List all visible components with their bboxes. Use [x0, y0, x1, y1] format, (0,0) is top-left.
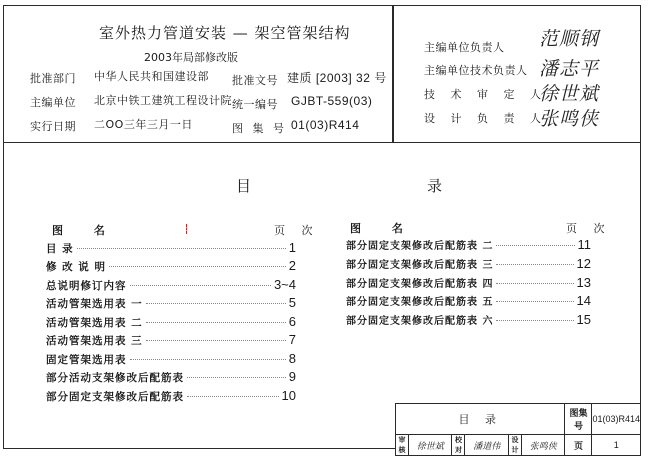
unified-no-value: GJBT-559(03): [291, 94, 373, 108]
toc-item[interactable]: [46, 240, 296, 256]
approval-dept-value: 中华人民共和国建设部: [94, 70, 209, 83]
toc-item-name: 修 改 说 明: [46, 261, 106, 273]
sheet-title: 目 录: [396, 404, 565, 435]
signature: 徐世斌: [539, 83, 600, 105]
effective-date-value: 二OO三年三月一日: [94, 118, 193, 131]
toc-item-page: 8: [288, 351, 296, 366]
toc-item-name: 固定管架选用表: [46, 354, 127, 366]
toc-item-name: 部分固定支架修改后配筋表 五: [346, 297, 494, 308]
toc-item-page: 2: [288, 258, 296, 273]
toc-item-name: 部分固定支架修改后配筋表 三: [346, 260, 494, 271]
toc-item-page: 1: [288, 240, 296, 255]
toc-item[interactable]: [46, 295, 296, 311]
check-signature: 潘道伟: [465, 435, 508, 456]
toc-item-page: 13: [576, 275, 591, 290]
toc-item[interactable]: [46, 332, 296, 348]
signature-role: 技 术 审 定 人: [424, 88, 547, 101]
leader-dots: [187, 377, 286, 378]
signature-role: 主编单位技术负责人: [424, 64, 528, 77]
review-signature: 徐世斌: [409, 435, 452, 456]
signature-role: 设 计 负 责 人: [424, 112, 547, 125]
signature: 潘志平: [539, 58, 600, 80]
leader-dots: [496, 301, 573, 302]
red-mark: [186, 224, 189, 234]
toc-item-name: 部分固定支架修改后配筋表: [46, 391, 184, 403]
check-label: 校对: [452, 435, 465, 456]
toc-item[interactable]: [46, 351, 296, 367]
toc-item[interactable]: [46, 258, 296, 274]
toc-item[interactable]: [346, 312, 591, 327]
toc-item-name: 活动管架选用表 一: [46, 298, 143, 310]
toc-item-name: 部分固定支架修改后配筋表 二: [346, 241, 494, 252]
col-header-name: 图 名: [350, 222, 404, 235]
editor-unit-label: 主编单位: [30, 96, 76, 109]
toc-item-name: 部分固定支架修改后配筋表 四: [346, 279, 494, 290]
toc-item-page: 5: [288, 295, 296, 310]
toc-item-name: 目 录: [46, 243, 74, 255]
toc-heading-right: 录: [427, 177, 443, 195]
toc-item[interactable]: [46, 314, 296, 330]
toc-item-page: 3~4: [273, 277, 296, 292]
leader-dots: [130, 359, 286, 360]
toc-item[interactable]: [346, 275, 591, 290]
header-panel: [3, 5, 393, 143]
editor-unit-value: 北京中铁工建筑工程设计院: [94, 94, 232, 107]
toc-item-page: 11: [577, 237, 591, 252]
toc-item-page: 14: [576, 293, 591, 308]
toc-item[interactable]: [346, 256, 591, 271]
signature-panel: [393, 5, 641, 143]
page-label: 页: [565, 435, 592, 456]
review-label: 审核: [396, 435, 409, 456]
col-header-page: 页 次: [274, 224, 313, 237]
effective-date-label: 实行日期: [30, 120, 76, 133]
toc-item[interactable]: [346, 237, 591, 252]
leader-dots: [146, 303, 286, 304]
toc-item-name: 部分固定支架修改后配筋表 六: [346, 316, 494, 327]
design-signature: 张鸣侠: [521, 435, 565, 456]
approval-no-value: 建质 [2003] 32 号: [287, 71, 387, 85]
approval-no-label: 批准文号: [232, 74, 278, 87]
leader-dots: [187, 396, 279, 397]
document-title: 室外热力管道安装 — 架空管架结构: [99, 24, 351, 42]
toc-item[interactable]: [346, 293, 591, 308]
document-subtitle: 2003年局部修改版: [144, 51, 238, 64]
title-block: [395, 403, 641, 456]
leader-dots: [130, 285, 271, 286]
toc-item[interactable]: [46, 369, 296, 385]
toc-item-page: 15: [576, 312, 591, 327]
signature: 张鸣侠: [539, 108, 600, 130]
leader-dots: [109, 266, 286, 267]
atlas-no-value: 01(03)R414: [291, 118, 360, 132]
toc-item-page: 10: [281, 388, 296, 403]
unified-no-label: 统一编号: [232, 98, 278, 111]
leader-dots: [146, 340, 286, 341]
col-header-name: 图 名: [52, 224, 106, 237]
toc-item-name: 活动管架选用表 三: [46, 335, 143, 347]
toc-item-page: 7: [288, 332, 296, 347]
leader-dots: [496, 320, 573, 321]
leader-dots: [496, 283, 573, 284]
toc-heading-left: 目: [236, 177, 252, 195]
toc-item[interactable]: [46, 388, 296, 404]
signature: 范顺钢: [539, 28, 600, 50]
toc-item-name: 总说明修订内容: [46, 280, 127, 292]
toc-item-name: 活动管架选用表 二: [46, 317, 143, 329]
toc-item[interactable]: [46, 277, 296, 293]
leader-dots: [146, 322, 286, 323]
page-number: 1: [592, 435, 641, 456]
toc-item-name: 部分活动支架修改后配筋表: [46, 372, 184, 384]
toc-item-page: 6: [288, 314, 296, 329]
atlas-no-label: 图 集 号: [232, 122, 287, 135]
leader-dots: [496, 264, 573, 265]
design-label: 设计: [508, 435, 521, 456]
leader-dots: [77, 248, 286, 249]
atlas-label: 图集号: [565, 404, 592, 435]
toc-item-page: 12: [576, 256, 591, 271]
toc-item-page: 9: [288, 369, 296, 384]
signature-role: 主编单位负责人: [424, 41, 505, 54]
col-header-page: 页 次: [566, 222, 605, 235]
approval-dept-label: 批准部门: [30, 72, 76, 85]
leader-dots: [496, 245, 574, 246]
atlas-no: 01(03)R414: [592, 404, 641, 435]
